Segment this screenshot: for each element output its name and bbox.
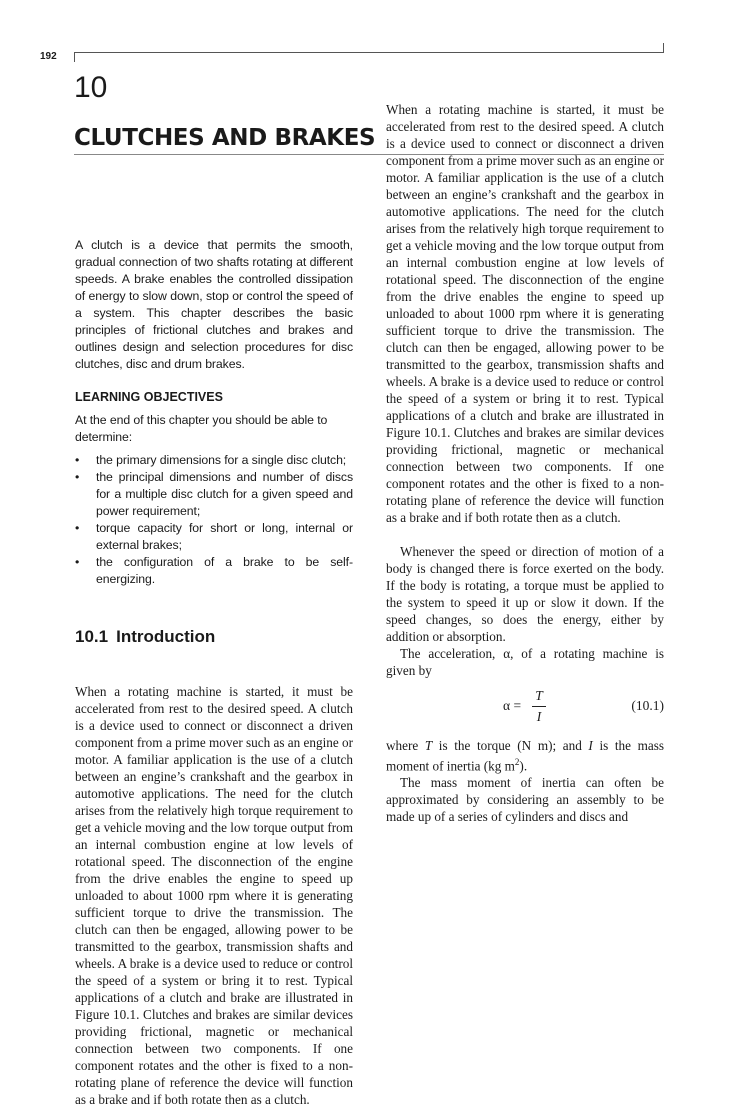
- crop-mark-right: [663, 43, 664, 53]
- torque-symbol: T: [424, 738, 433, 753]
- intro-paragraph-part-1: [75, 683, 353, 1107]
- equation-denominator: I: [536, 709, 542, 724]
- fraction-bar: [532, 706, 546, 707]
- inertia-symbol: I: [588, 738, 593, 753]
- learning-objectives-intro: At the end of this chapter you should be able to determine:: [75, 413, 328, 444]
- left-column: [75, 237, 353, 661]
- superscript: 2: [514, 757, 520, 767]
- objective-text: torque capacity for short or long, internal or external brakes;: [96, 521, 353, 552]
- variables-text: is the mass moment of inertia (kg m: [386, 738, 664, 774]
- learning-objectives-heading: LEARNING OBJECTIVES: [75, 390, 223, 404]
- page-number: 192: [40, 51, 57, 62]
- chapter-number: 10: [74, 71, 108, 104]
- variables-paragraph: [386, 737, 664, 774]
- section-heading: [75, 627, 353, 647]
- right-column: [386, 102, 664, 825]
- objective-item: [75, 452, 353, 469]
- objective-text: the principal dimensions and number of discs for a multiple disc clutch for a given speed and power requirement;: [96, 470, 353, 518]
- section-number: 10.1: [75, 627, 109, 646]
- chapter-title: CLUTCHES AND BRAKES: [74, 125, 376, 151]
- chapter-abstract: A clutch is a device that permits the smooth, gradual connection of two shafts rotating at different speeds. A brake enables the controlled dissipation of energy to slow down, stop or control the speed of a system. This chapter describes the basic principles of frictional clutches and brakes and outlines design and selection procedures for disc clutches, disc and drum brakes.: [75, 238, 353, 371]
- objective-item: [75, 520, 353, 554]
- inertia-paragraph: The mass moment of inertia can often be approximated by considering an assembly to be made up of a series of cylinders and discs and: [386, 775, 664, 825]
- equation-fraction: [532, 687, 546, 726]
- motion-paragraph: Whenever the speed or direction of motion of a body is changed there is force exerted on the body. If the body is rotating, a torque must be applied to the system to speed it up or slow it down. If the speed changes, so does the energy, either by addition or absorption.: [386, 544, 664, 644]
- bullet-icon: •: [75, 555, 80, 569]
- intro-paragraph-continued: When a rotating machine is started, it must be accelerated from rest to the desired speed. A clutch is a device used to connect or disconnect a driven component from a prime mover such as an engine or motor. A familiar application is the use of a clutch between an engine’s crankshaft and the gearbox in automotive applications. The need for the clutch arises from the relatively high torque requirement to get a vehicle moving and the low torque output from an internal combustion engine at low levels of rotational speed. The disconnection of the engine from the drive enables the engine to speed up unloaded to about 1000 rpm where it is generating sufficient torque to drive the transmission. The clutch can then be engaged, allowing power to be transmitted to the gearbox, transmission shafts and wheels. A brake is a device used to reduce or control the speed of a system or bring it to rest. Typical applications of a clutch and brake are illustrated in Figure 10.1. Clutches and brakes are similar devices providing frictional, magnetic or mechanical connection between two components. If one component rotates and the other is fixed to a non-rotating plane of reference the device will function as a brake and if both rotate then as a clutch.: [386, 102, 664, 525]
- variables-text: where: [386, 738, 425, 753]
- objective-item: [75, 554, 353, 588]
- bullet-icon: •: [75, 470, 80, 484]
- bullet-icon: •: [75, 521, 80, 535]
- variables-text: ).: [519, 758, 528, 774]
- learning-objectives-list: [75, 452, 353, 588]
- intro-paragraph: When a rotating machine is started, it must be accelerated from rest to the desired speed. A clutch is a device used to connect or disconnect a driven component from a prime mover such as an engine or motor. A familiar application is the use of a clutch between an engine’s crankshaft and the gearbox in automotive applications. The need for the clutch arises from the relatively high torque requirement to get a vehicle moving and the low torque output from an internal combustion engine at low levels of rotational speed. The disconnection of the engine from the drive enables the engine to speed up unloaded to about 1000 rpm where it is generating sufficient torque to drive the transmission. The clutch can then be engaged, allowing power to be transmitted to the gearbox, transmission shafts and wheels. A brake is a device used to reduce or control the speed of a system or bring it to rest. Typical applications of a clutch and brake are illustrated in Figure 10.1. Clutches and brakes are similar devices providing frictional, magnetic or mechanical connection between two components. If one component rotates and the other is fixed to a non-rotating plane of reference the device will function as a brake and if both rotate then as a clutch.: [75, 684, 353, 1107]
- bullet-icon: •: [75, 453, 80, 467]
- acceleration-paragraph: The acceleration, α, of a rotating machine is given by: [386, 646, 664, 678]
- objective-item: [75, 469, 353, 520]
- objective-text: the primary dimensions for a single disc clutch;: [96, 453, 347, 467]
- intro-paragraph-part-2: [386, 102, 664, 543]
- equation-numerator: T: [535, 688, 543, 703]
- equation-lhs: α =: [503, 698, 522, 713]
- variables-text: is the torque (N m); and: [432, 738, 589, 753]
- crop-mark-top: [74, 52, 664, 53]
- objective-text: the configuration of a brake to be self-energizing.: [96, 555, 353, 586]
- equation-number: (10.1): [631, 698, 664, 713]
- section-title: Introduction: [116, 627, 216, 646]
- crop-mark-left: [74, 52, 75, 62]
- equation-10-1: [386, 685, 664, 727]
